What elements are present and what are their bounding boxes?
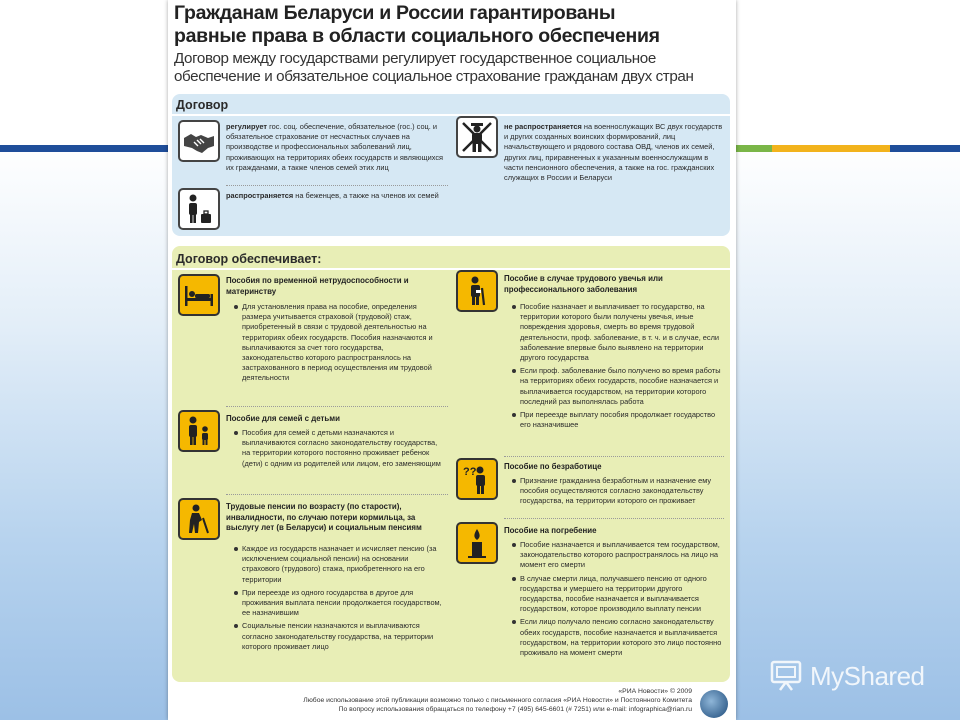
parent-with-child-icon — [178, 410, 220, 452]
treaty-not-applies-text: не распространяется на военнослужащих ВС двух государств и других созданных воинских формирований, лиц начальствующего и рядового состава ОВД, членов их семей, других лиц, приравненных к указанным военнослужащим в части пенсионного обеспечения, а также на гос. гражданских служащих в России и Беларуси — [504, 122, 723, 183]
list-item: Если лицо получало пенсию согласно законодательству обеих государств, пособие назначается и выплачивается государством, на территории которого это лицо постоянно проживало на момент смерти — [512, 617, 722, 658]
list-item: При переезде выплату пособия продолжает государство его назначившее — [512, 410, 722, 430]
page-title: Гражданам Беларуси и России гарантированы равные права в области социального обеспечения — [174, 2, 660, 47]
divider — [172, 114, 730, 116]
temp-disability-list — [234, 302, 442, 387]
slide-stripe-left — [0, 145, 168, 152]
slide-stripe-yellow — [772, 145, 890, 152]
treaty-regulates-text: регулирует гос. соц. обеспечение, обязательное (гос.) соц. и обязательное страхование от несчастных случаев на производстве и профессиональных заболеваний лиц, проживающих на территориях обеих государств и являющихся их гражданами, а также членов семей этих лиц — [226, 122, 444, 172]
injured-worker-icon — [456, 270, 498, 312]
infographic-poster — [168, 0, 736, 720]
funeral-list — [512, 540, 722, 661]
poster-footer — [168, 686, 736, 720]
person-in-bed-icon — [178, 274, 220, 316]
unemployment-list — [512, 476, 722, 510]
temp-disability-title: Пособия по временной нетрудоспособности и материнству — [226, 276, 409, 296]
ria-globe-logo — [700, 690, 728, 718]
family-with-luggage-icon — [178, 188, 220, 230]
divider — [172, 268, 730, 270]
list-item: Социальные пенсии назначаются и выплачиваются согласно законодательству государства, на территории которого проживает лицо — [234, 621, 442, 652]
copyright: «РИА Новости» © 2009 — [618, 688, 692, 695]
page-subtitle: Договор между государствами регулирует государственное социальное обеспечение и обязательное социальное страхование гражданам двух стран — [174, 50, 694, 85]
divider — [226, 406, 448, 407]
divider — [226, 494, 448, 495]
list-item: Признание гражданина безработным и назначение ему пособия осуществляются согласно законодательству государства, на территории которого он проживает — [512, 476, 722, 507]
divider — [504, 456, 724, 457]
watermark — [768, 656, 948, 696]
pensions-list — [234, 544, 442, 655]
injury-list — [512, 302, 722, 433]
slide-stripe-green — [736, 145, 772, 152]
elderly-person-icon — [178, 498, 220, 540]
list-item: В случае смерти лица, получавшего пенсию от одного государства и умершего на территории другого государства, пособие назначается и выплачивается государством, которое производило выплату пенсии — [512, 574, 722, 615]
candle-icon — [456, 522, 498, 564]
handshake-icon — [178, 120, 220, 162]
list-item: Пособие назначает и выплачивает то государство, на территории которого были получены увечья, иные повреждения здоровья, смерть во время трудовой деятельности, проф. заболевание, в т. ч. и в случае, если заболевание впервые было выявлено на территории другого государства — [512, 302, 722, 363]
list-item: Пособие назначается и выплачивается тем государством, законодательство которого распространялось на лицо на момент его смерти — [512, 540, 722, 571]
treaty-panel — [172, 94, 730, 236]
unemployment-title: Пособие по безработице — [504, 462, 602, 471]
divider — [504, 518, 724, 519]
treaty-heading: Договор — [176, 98, 229, 112]
contact-info: По вопросу использования обращаться по телефону +7 (495) 645-6601 (# 7251) или e-mail: infographica@rian.ru — [338, 706, 692, 713]
list-item: Пособия для семей с детьми назначаются и выплачиваются согласно законодательству государства, на территории которого постоянно проживает ребенок (дети) с одним из родителей или лицом, его заменяющим — [234, 428, 442, 469]
provides-panel — [172, 246, 730, 682]
pensions-title: Трудовые пенсии по возрасту (по старости), инвалидности, по случаю потери кормильца, за выслугу лет (в Беларуси) и социальным пенсиям — [226, 502, 422, 533]
divider — [226, 185, 448, 186]
injury-title: Пособие в случае трудового увечья или профессионального заболевания — [504, 274, 663, 294]
usage-notice: Любое использование этой публикации возможно только с письменного согласия «РИА Новости» и Постоянного Комитета — [303, 697, 692, 704]
soldier-crossed-icon — [456, 116, 498, 158]
provides-heading: Договор обеспечивает: — [176, 252, 322, 266]
svg-text:??: ?? — [463, 466, 477, 478]
list-item: Каждое из государств назначает и исчисляет пенсию (за исключением социальной пенсии) на основании страхового (трудового) стажа, приобретенного на его территории — [234, 544, 442, 585]
list-item: При переезде из одного государства в другое для проживания выплата пенсии продолжается государством, ее назначившим — [234, 588, 442, 619]
confused-person-icon — [456, 458, 498, 500]
projector-screen-icon — [768, 658, 804, 694]
list-item: Если проф. заболевание было получено во время работы на территориях обеих государств, пособие назначается и выплачивается государством, на территории которого последний раз выполнялась работа — [512, 366, 722, 407]
slide-stripe-blue — [890, 145, 960, 152]
funeral-title: Пособие на погребение — [504, 526, 597, 535]
list-item: Для установления права на пособие, определения размера учитывается страховой (трудовой) стаж, приобретенный в связи с трудовой деятельностью на территориях обеих государств. Пособия назначаются и выплачиваются за счет того государства, законодательство которого распространялось на застрахованного в период осуществления им трудовой деятельности — [234, 302, 442, 384]
watermark-text: MyShared — [810, 660, 925, 691]
family-title: Пособие для семей с детьми — [226, 414, 340, 423]
family-list — [234, 428, 442, 472]
treaty-applies-text: распространяется на беженцев, а также на членов их семей — [226, 191, 439, 200]
